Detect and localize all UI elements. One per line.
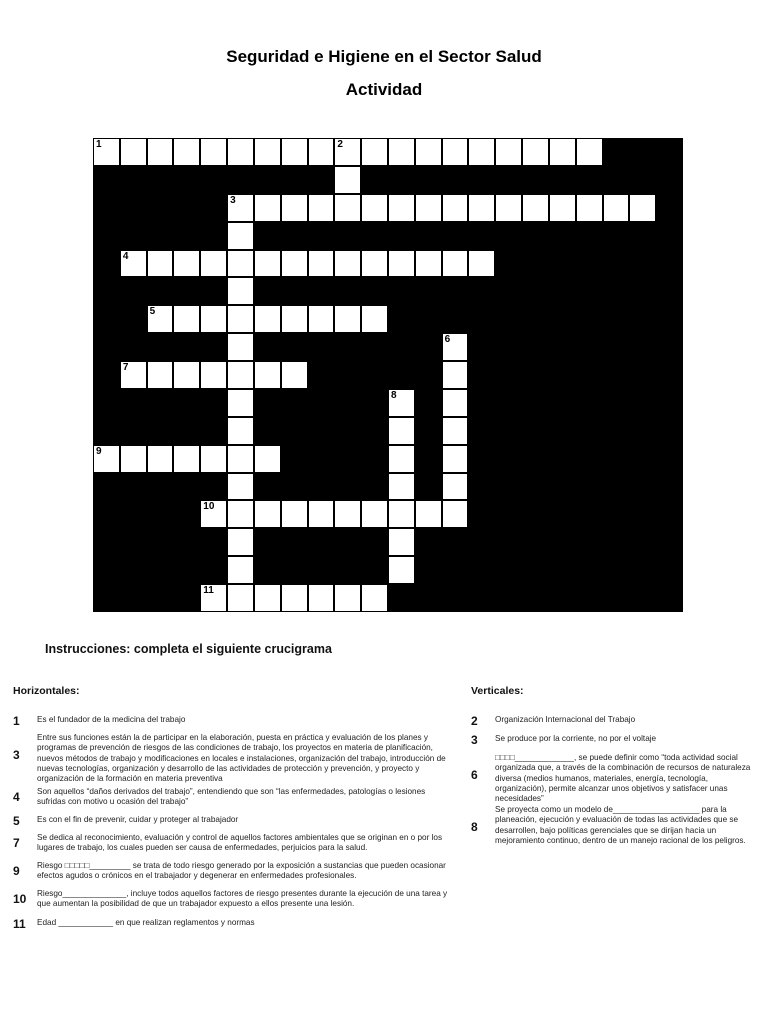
crossword-cell[interactable] xyxy=(550,139,575,165)
vertical-clue xyxy=(471,734,756,746)
crossword-cell[interactable] xyxy=(228,306,253,332)
crossword-cell[interactable] xyxy=(469,139,494,165)
crossword-cell[interactable] xyxy=(282,501,307,527)
cell-number: 7 xyxy=(122,362,129,374)
crossword-cell[interactable] xyxy=(389,390,414,416)
horizontal-clue xyxy=(13,861,453,882)
crossword-cell[interactable] xyxy=(201,362,226,388)
crossword-cell[interactable] xyxy=(282,306,307,332)
crossword-cell[interactable] xyxy=(228,223,253,249)
crossword-cell[interactable] xyxy=(255,195,280,221)
clue-number: 10 xyxy=(13,892,27,906)
crossword-cell[interactable] xyxy=(121,446,146,472)
crossword-cell[interactable] xyxy=(228,446,253,472)
crossword-cell[interactable] xyxy=(335,251,360,277)
crossword-cell[interactable] xyxy=(362,195,387,221)
horizontal-clue xyxy=(13,733,453,784)
clue-text: Riesgo______________, incluye todos aquellos factores de riesgo presentes durante la ejecución de una tarea y que aumentan la posibilidad de que un trabajador expuesto a ellos presente una lesión. xyxy=(37,889,448,909)
clue-text: Entre sus funciones están la de participar en la elaboración, puesta en práctica y evaluación de los planes y programas de prevención de riesgos de las condiciones de trabajo, los proyectos en materia de planificación, nuevos métodos de trabajo y modificaciones en locales e instalaciones, organización del trabajo, introducción de nuevas tecnologías, organización y desarrollo de las actividades de protección y prevención, y proyecto y organización de la formación en materia preventiva xyxy=(37,733,446,784)
crossword-cell[interactable] xyxy=(443,446,468,472)
crossword-cell[interactable] xyxy=(174,251,199,277)
clue-number: 9 xyxy=(13,864,20,878)
crossword-cell[interactable] xyxy=(148,139,173,165)
crossword-cell[interactable] xyxy=(228,585,253,611)
crossword-cell[interactable] xyxy=(523,139,548,165)
crossword-cell[interactable] xyxy=(201,501,226,527)
clue-number: 2 xyxy=(471,714,478,728)
crossword-cell[interactable] xyxy=(416,195,441,221)
crossword-cell[interactable] xyxy=(228,278,253,304)
clue-text: Riesgo □□□□□_________ se trata de todo riesgo generado por la exposición a sustancias que pueden ocasionar efectos agudos o crónicos en el trabajador y degenerar en enfermedades profesionales. xyxy=(37,861,446,881)
crossword-cell[interactable] xyxy=(174,306,199,332)
clue-number: 8 xyxy=(471,820,478,834)
vertical-heading: Verticales: xyxy=(471,685,524,697)
crossword-cell[interactable] xyxy=(228,195,253,221)
crossword-cell[interactable] xyxy=(443,362,468,388)
crossword-cell[interactable] xyxy=(121,362,146,388)
crossword-cell[interactable] xyxy=(577,195,602,221)
crossword-cell[interactable] xyxy=(255,306,280,332)
clue-text: Se proyecta como un modelo de___________________ para la planeación, ejecución y evaluación de todas las actividades que se desarrollen, bajo políticas gerenciales que se dirijan hacia un mejoramiento continuo, dentro de un manejo racional de los peligros. xyxy=(495,805,746,845)
crossword-cell[interactable] xyxy=(201,251,226,277)
crossword-cell[interactable] xyxy=(228,251,253,277)
clue-number: 4 xyxy=(13,790,20,804)
cell-number: 9 xyxy=(96,445,102,457)
crossword-cell[interactable] xyxy=(148,446,173,472)
clue-number: 6 xyxy=(471,768,478,782)
crossword-cell[interactable] xyxy=(121,251,146,277)
crossword-cell[interactable] xyxy=(362,306,387,332)
crossword-cell[interactable] xyxy=(496,195,521,221)
crossword-cell[interactable] xyxy=(523,195,548,221)
crossword-cell[interactable] xyxy=(148,362,173,388)
crossword-cell[interactable] xyxy=(577,139,602,165)
clue-number: 5 xyxy=(13,814,20,828)
crossword-cell[interactable] xyxy=(201,585,226,611)
crossword-cell[interactable] xyxy=(362,251,387,277)
crossword-cell[interactable] xyxy=(228,418,253,444)
crossword-cell[interactable] xyxy=(121,139,146,165)
crossword-cell[interactable] xyxy=(335,139,360,165)
crossword-cell[interactable] xyxy=(309,195,334,221)
cell-number: 4 xyxy=(122,250,129,262)
clue-text: Organización Internacional del Trabajo xyxy=(495,715,636,724)
clue-text: Son aquellos “daños derivados del trabajo”, entendiendo que son “las enfermedades, patologías o lesiones sufridas con motivo u ocasión del trabajo” xyxy=(37,787,426,807)
crossword-cell[interactable] xyxy=(309,585,334,611)
crossword-cell[interactable] xyxy=(228,529,253,555)
vertical-clue xyxy=(471,805,756,846)
clue-number: 3 xyxy=(471,733,478,747)
cell-number: 11 xyxy=(203,585,214,597)
crossword-cell[interactable] xyxy=(416,501,441,527)
crossword-cell[interactable] xyxy=(201,446,226,472)
crossword-cell[interactable] xyxy=(389,446,414,472)
crossword-cell[interactable] xyxy=(282,195,307,221)
crossword-cell[interactable] xyxy=(201,306,226,332)
horizontal-clue xyxy=(13,787,453,808)
crossword-cell[interactable] xyxy=(362,139,387,165)
clue-number: 11 xyxy=(13,917,26,931)
crossword-cell[interactable] xyxy=(148,251,173,277)
crossword-cell[interactable] xyxy=(282,251,307,277)
clue-number: 7 xyxy=(13,836,20,850)
crossword-cell[interactable] xyxy=(469,251,494,277)
crossword-cell[interactable] xyxy=(389,251,414,277)
crossword-cell[interactable] xyxy=(148,306,173,332)
crossword-cell[interactable] xyxy=(228,474,253,500)
horizontal-clue xyxy=(13,889,453,910)
crossword-cell[interactable] xyxy=(389,557,414,583)
crossword-cell[interactable] xyxy=(174,446,199,472)
horizontal-clue xyxy=(13,715,453,727)
cell-number: 10 xyxy=(203,501,215,513)
vertical-clue xyxy=(471,715,756,727)
crossword-cell[interactable] xyxy=(94,139,119,165)
crossword-cell[interactable] xyxy=(282,362,307,388)
page-subtitle: Actividad xyxy=(345,80,423,99)
crossword-cell[interactable] xyxy=(362,585,387,611)
crossword-cell[interactable] xyxy=(228,557,253,583)
crossword-cell[interactable] xyxy=(335,501,360,527)
crossword-cell[interactable] xyxy=(389,418,414,444)
crossword-cell[interactable] xyxy=(389,501,414,527)
crossword-cell[interactable] xyxy=(550,195,575,221)
cell-number: 2 xyxy=(337,139,343,150)
vertical-clue xyxy=(471,753,756,804)
crossword-cell[interactable] xyxy=(174,362,199,388)
crossword-cell[interactable] xyxy=(443,334,468,360)
clue-number: 3 xyxy=(13,748,20,762)
crossword-cell[interactable] xyxy=(255,251,280,277)
crossword-cell[interactable] xyxy=(174,139,199,165)
crossword-cell[interactable] xyxy=(335,585,360,611)
crossword-cell[interactable] xyxy=(630,195,655,221)
crossword-cell[interactable] xyxy=(309,139,334,165)
crossword-cell[interactable] xyxy=(309,306,334,332)
cell-number: 6 xyxy=(444,334,451,346)
crossword-cell[interactable] xyxy=(255,139,280,165)
crossword-cell[interactable] xyxy=(389,195,414,221)
crossword-cell[interactable] xyxy=(335,167,360,193)
crossword-cell[interactable] xyxy=(416,251,441,277)
crossword-cell[interactable] xyxy=(228,139,253,165)
cell-number: 8 xyxy=(391,389,397,401)
crossword-cell[interactable] xyxy=(228,362,253,388)
horizontal-clue xyxy=(13,815,453,827)
crossword-cell[interactable] xyxy=(443,390,468,416)
page-title: Seguridad e Higiene en el Sector Salud xyxy=(226,47,542,66)
crossword-cell[interactable] xyxy=(335,306,360,332)
crossword-cell[interactable] xyxy=(255,501,280,527)
cell-number: 1 xyxy=(96,139,102,150)
horizontal-clue xyxy=(13,918,453,930)
crossword-cell[interactable] xyxy=(94,446,119,472)
crossword-cell[interactable] xyxy=(443,418,468,444)
crossword-cell[interactable] xyxy=(443,195,468,221)
cell-number: 3 xyxy=(230,194,236,206)
horizontal-heading: Horizontales: xyxy=(13,685,80,697)
crossword-cell[interactable] xyxy=(443,139,468,165)
clue-text: Se dedica al reconocimiento, evaluación y control de aquellos factores ambientales que se originan en o por los lugares de trabajo, los cuales pueden ser causa de enfermedades, perjuicios para la salud. xyxy=(37,833,443,853)
crossword-cell[interactable] xyxy=(228,501,253,527)
cell-number: 5 xyxy=(149,306,156,318)
clue-text: Es el fundador de la medicina del trabajo xyxy=(37,715,186,724)
horizontal-clue xyxy=(13,833,453,854)
crossword-cell[interactable] xyxy=(416,139,441,165)
crossword-cell[interactable] xyxy=(389,529,414,555)
crossword-cell[interactable] xyxy=(604,195,629,221)
clue-text: Se produce por la corriente, no por el voltaje xyxy=(495,734,657,743)
crossword-cell[interactable] xyxy=(389,474,414,500)
crossword-cell[interactable] xyxy=(443,474,468,500)
crossword-cell[interactable] xyxy=(201,139,226,165)
crossword-cell[interactable] xyxy=(228,390,253,416)
crossword-cell[interactable] xyxy=(255,585,280,611)
instructions-text: Instrucciones: completa el siguiente crucigrama xyxy=(45,642,332,656)
crossword-cell[interactable] xyxy=(255,362,280,388)
clue-text: □□□□_____________, se puede definir como “toda actividad social organizada que, a través de la combinación de recursos de naturaleza diversa (medios humanos, materiales, energía, tecnología, organización), permite alcanzar unos objetivos y satisfacer unas necesidades” xyxy=(495,753,751,804)
crossword-cell[interactable] xyxy=(282,139,307,165)
crossword-cell[interactable] xyxy=(496,139,521,165)
crossword-cell[interactable] xyxy=(228,334,253,360)
crossword-cell[interactable] xyxy=(362,501,387,527)
crossword-cell[interactable] xyxy=(282,585,307,611)
crossword-cell[interactable] xyxy=(443,251,468,277)
clue-number: 1 xyxy=(13,714,20,728)
crossword-cell[interactable] xyxy=(469,195,494,221)
crossword-cell[interactable] xyxy=(389,139,414,165)
crossword-cell[interactable] xyxy=(309,251,334,277)
crossword-cell[interactable] xyxy=(255,446,280,472)
clue-text: Edad ____________ en que realizan reglamentos y normas xyxy=(37,918,255,927)
clue-text: Es con el fin de prevenir, cuidar y proteger al trabajador xyxy=(37,815,239,824)
crossword-cell[interactable] xyxy=(443,501,468,527)
crossword-grid xyxy=(93,138,683,612)
crossword-cell[interactable] xyxy=(335,195,360,221)
crossword-cell[interactable] xyxy=(309,501,334,527)
